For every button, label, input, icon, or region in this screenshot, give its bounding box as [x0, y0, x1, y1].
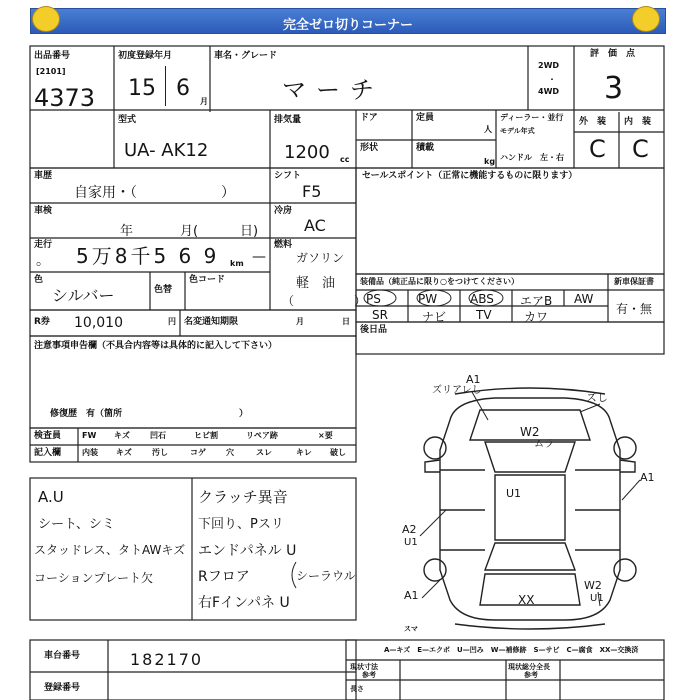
recycle-unit: 円 — [168, 317, 176, 326]
fuel-value: ガソリン — [296, 251, 345, 265]
displacement-value: 1200 — [284, 142, 330, 163]
rec-cut: キレ — [296, 448, 312, 457]
mark-w2-rear: W2 — [584, 579, 602, 592]
lot-number: 4373 — [34, 84, 96, 112]
mark-front-right: ズし — [586, 391, 608, 404]
rec-scratch: キズ — [116, 448, 132, 457]
displacement-unit: cc — [340, 155, 350, 164]
equip-abs: ABS — [470, 292, 494, 306]
handle-label: ハンドル 左・右 — [500, 153, 564, 162]
notice-day: 日 — [342, 317, 350, 326]
color-label: 色 — [34, 275, 44, 285]
exterior-label: 外 装 — [579, 117, 607, 127]
mark-a1-right: A1 — [640, 471, 655, 484]
insp-chip: 凹石 — [150, 431, 166, 440]
mileage-unit: km — [230, 259, 244, 268]
mark-xx-trunk: XX — [518, 593, 535, 607]
notice-label: 名変通知期限 — [184, 317, 239, 327]
note-left-2: シート、シミ — [38, 517, 115, 532]
grade-label: 評 価 点 — [590, 49, 636, 59]
equip-ps: PS — [366, 292, 381, 306]
drive-4wd: 4WD — [538, 87, 560, 96]
note-left-1: A.U — [38, 488, 64, 506]
equipment-label: 装備品（純正品に限り○をつけてください） — [360, 277, 519, 286]
chassis-label: 車台番号 — [44, 651, 81, 661]
chassis-value: 182170 — [130, 650, 204, 669]
mileage-dot: 。 — [36, 253, 50, 269]
mark-a2-left: A2 — [402, 523, 417, 536]
equip-pw: PW — [418, 292, 438, 306]
inspection-label: 車検 — [34, 206, 53, 216]
fuel-paren: （ ） — [282, 294, 367, 308]
color-change-label: 色替 — [154, 285, 173, 295]
mileage-label: 走行 — [34, 240, 53, 250]
note-bracket — [286, 560, 300, 590]
rec-tear: 破し — [330, 448, 346, 457]
after-date-label: 後日品 — [360, 325, 388, 335]
mark-a1-front: A1 — [466, 373, 481, 386]
mark-u1-left: U1 — [404, 537, 418, 548]
history-value: 自家用・（ ） — [74, 185, 235, 201]
capacity-unit: 人 — [484, 125, 492, 134]
load-label: 積載 — [416, 143, 435, 153]
warranty-value: 有・無 — [616, 302, 653, 316]
note-right-4: Rフロア — [198, 569, 250, 585]
equip-sr: SR — [372, 308, 388, 322]
legend-ref: 参考 — [362, 671, 376, 679]
insp-crack: ヒビ割 — [194, 431, 218, 440]
insp-scratch: キズ — [114, 431, 130, 440]
inspector-label: 検査員 — [34, 431, 62, 441]
lot-label: 出品番号 — [34, 51, 71, 61]
inspection-year: 年 — [120, 224, 134, 239]
equip-leather: カワ — [524, 310, 549, 324]
remarks-label: 注意事項申告欄（不具合内容等は具体的に記入して下さい） — [34, 341, 278, 351]
registration-label: 初度登録年月 — [118, 51, 173, 61]
capacity-label: 定員 — [416, 113, 435, 123]
note-side: シーラウル — [296, 569, 356, 583]
history-label: 車歴 — [34, 171, 53, 181]
note-left-3: スタッドレス、タトAWキズ — [34, 543, 186, 557]
dealer-label: ディーラー・並行 — [500, 113, 564, 122]
diagram-leaders — [400, 380, 670, 630]
model-value: マーチ — [282, 76, 384, 104]
inspection-day: 日) — [240, 224, 259, 239]
ac-value: AC — [304, 216, 326, 235]
grade-value: 3 — [604, 71, 624, 106]
rec-interior: 内装 — [82, 448, 98, 457]
mark-w2-hood: W2 — [520, 425, 540, 439]
recorder-label: 記入欄 — [34, 448, 62, 458]
legend-length: 長さ — [350, 685, 364, 693]
sales-point-label: セールスポイント（正常に機能するものに限ります） — [362, 171, 578, 181]
recycle-label: R券 — [34, 317, 50, 327]
shape-label: 形状 — [360, 143, 379, 153]
insp-fw: FW — [82, 431, 97, 440]
registration-year: 15 — [128, 76, 156, 101]
equip-airbag: エアB — [520, 294, 553, 308]
interior-label: 内 装 — [624, 117, 652, 127]
note-right-1: クラッチ異音 — [198, 488, 288, 506]
interior-grade: C — [632, 135, 649, 163]
rec-hole: 穴 — [226, 448, 234, 457]
new-warranty-label: 新車保証書 — [614, 277, 654, 286]
type-label: 型式 — [118, 115, 137, 125]
registration-divider — [165, 66, 166, 106]
mark-u1-roof: U1 — [506, 487, 522, 500]
model-label: 車名・グレード — [214, 51, 278, 61]
shift-label: シフト — [274, 171, 302, 181]
door-label: ドア — [360, 113, 378, 123]
rec-dirt: 汚し — [152, 448, 168, 457]
legend-ref-2: 参考 — [524, 671, 538, 679]
legend-weight-label: 現状総分全長 — [508, 663, 550, 671]
equip-aw: AW — [574, 292, 594, 306]
rec-burn: コゲ — [190, 448, 206, 457]
ac-label: 冷房 — [274, 206, 293, 216]
mark-a1-rear: A1 — [404, 589, 419, 602]
shift-value: F5 — [302, 182, 322, 201]
inspection-month: 月( — [180, 224, 199, 239]
note-right-2: 下回り、Pスリ — [198, 517, 284, 532]
model-year-label: モデル年式 — [500, 127, 535, 135]
fuel-label: 燃料 — [274, 240, 293, 250]
exterior-grade: C — [589, 135, 606, 163]
drive-dot: ・ — [548, 75, 556, 84]
notice-month: 月 — [296, 317, 304, 326]
mark-suma: スマ — [404, 625, 418, 633]
recycle-value: 10,010 — [74, 315, 123, 331]
repair-history: 修復歴 有（箇所 ） — [50, 409, 249, 419]
displacement-label: 排気量 — [274, 115, 302, 125]
color-code-label: 色コード — [189, 275, 226, 285]
fuel-diesel: 軽 油 — [296, 276, 336, 291]
rec-rub: スレ — [256, 448, 272, 457]
type-value: UA- AK12 — [124, 140, 209, 161]
mark-mura: ムラ — [534, 439, 554, 450]
load-unit: kg — [484, 157, 496, 166]
registration-month: 6 — [176, 76, 190, 101]
equip-tv: TV — [476, 308, 492, 322]
note-right-3: エンドパネル U — [198, 543, 297, 559]
note-right-5: 右Fインパネ U — [198, 595, 290, 611]
insp-repair: リペア跡 — [246, 431, 278, 440]
equipment-circles — [360, 288, 600, 308]
reg-number-label: 登録番号 — [44, 683, 81, 693]
legend-codes: A—キズ E—エクボ U—凹み W—補修跡 S—サビ C—腐食 XX—交換済 — [384, 646, 639, 654]
color-value: シルバー — [52, 286, 115, 305]
mileage-value: 5万8千5 6 9 — [76, 244, 220, 268]
note-left-4: コーションプレート欠 — [34, 571, 154, 585]
equip-navi: ナビ — [422, 310, 447, 324]
lot-code: [2101] — [36, 67, 66, 76]
insp-needs: ×要 — [318, 431, 333, 440]
mark-front-bumper: ズリアレし — [432, 385, 482, 396]
drive-2wd: 2WD — [538, 61, 560, 70]
legend-dim-label: 現状寸法 — [350, 663, 378, 671]
header-title: 完全ゼロ切りコーナー — [282, 18, 413, 33]
mileage-dash: — — [252, 249, 266, 265]
mark-u1-rear: U1 — [590, 593, 604, 604]
registration-month-unit: 月 — [200, 97, 208, 106]
